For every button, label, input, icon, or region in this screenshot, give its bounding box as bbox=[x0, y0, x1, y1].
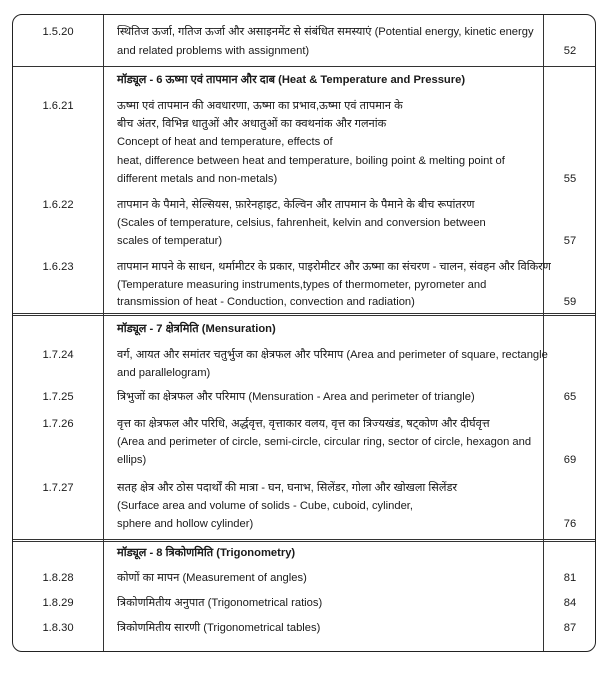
entry-line: and related problems with assignment) bbox=[117, 45, 310, 57]
entry-line: वर्ग, आयत और समांतर चतुर्भुज का क्षेत्रफल और परिमाप (Area and perimeter of square, rectangle bbox=[117, 349, 548, 361]
section-number: 1.8.30 bbox=[42, 622, 74, 634]
entry-line: (Area and perimeter of circle, semi-circle, circular ring, sector of circle, hexagon and bbox=[117, 436, 532, 448]
entry-line: तापमान मापने के साधन, थर्मामीटर के प्रकार, पाइरोमीटर और ऊष्मा का संचरण - चालन, संवहन और विकिरण bbox=[117, 261, 551, 273]
page-number: 52 bbox=[563, 45, 577, 57]
entry-line: स्थितिज ऊर्जा, गतिज ऊर्जा और असाइनमेंट से संबंधित समस्याएं (Potential energy, kinetic energy bbox=[117, 26, 534, 38]
entry-line: त्रिकोणमितीय अनुपात (Trigonometrical ratios) bbox=[117, 597, 323, 609]
page-number: 84 bbox=[563, 597, 577, 609]
entry-line: ऊष्मा एवं तापमान की अवधारणा, ऊष्मा का प्रभाव,ऊष्मा एवं तापमान के bbox=[117, 100, 403, 112]
entry-line: sphere and hollow cylinder) bbox=[117, 518, 254, 530]
page-number: 55 bbox=[563, 173, 577, 185]
section-number: 1.8.29 bbox=[42, 597, 74, 609]
entry-line: Concept of heat and temperature, effects of bbox=[117, 136, 333, 148]
entry-line: त्रिकोणमितीय सारणी (Trigonometrical tables) bbox=[117, 622, 321, 634]
entry-line: तापमान के पैमाने, सेल्सियस, फ़ारेनहाइट, केल्विन और तापमान के पैमाने के बीच रूपांतरण bbox=[117, 199, 475, 211]
section-number: 1.7.26 bbox=[42, 418, 74, 430]
page-number: 87 bbox=[563, 622, 577, 634]
row-divider bbox=[13, 66, 595, 67]
entry-line: and parallelogram) bbox=[117, 367, 211, 379]
page-number: 81 bbox=[563, 572, 577, 584]
section-number: 1.7.24 bbox=[42, 349, 74, 361]
module-divider bbox=[13, 313, 595, 316]
section-number: 1.7.27 bbox=[42, 482, 74, 494]
module-divider bbox=[13, 539, 595, 542]
module-heading: मॉड्यूल - 8 त्रिकोणमिति (Trigonometry) bbox=[117, 547, 296, 559]
module-heading: मॉड्यूल - 7 क्षेत्रमिति (Mensuration) bbox=[117, 323, 276, 335]
section-number: 1.5.20 bbox=[42, 26, 74, 38]
entry-line: ellips) bbox=[117, 454, 147, 466]
entry-line: वृत्त का क्षेत्रफल और परिधि, अर्द्धवृत्त, वृत्ताकार वलय, वृत्त का त्रिज्यखंड, षट्कोण और दीर्घवृत्त bbox=[117, 418, 490, 430]
column-divider bbox=[103, 15, 104, 651]
section-number: 1.6.22 bbox=[42, 199, 74, 211]
module-heading: मॉड्यूल - 6 ऊष्मा एवं तापमान और दाब (Heat & Temperature and Pressure) bbox=[117, 74, 466, 86]
section-number: 1.7.25 bbox=[42, 391, 74, 403]
entry-line: बीच अंतर, विभिन्न धातुओं और अधातुओं का क्वथनांक और गलनांक bbox=[117, 118, 387, 130]
page-number: 57 bbox=[563, 235, 577, 247]
entry-line: (Surface area and volume of solids - Cube, cuboid, cylinder, bbox=[117, 500, 414, 512]
entry-line: heat, difference between heat and temperature, boiling point & melting point of bbox=[117, 155, 505, 167]
entry-line: different metals and non-metals) bbox=[117, 173, 278, 185]
entry-line: त्रिभुजों का क्षेत्रफल और परिमाप (Mensuration - Area and perimeter of triangle) bbox=[117, 391, 475, 403]
toc-table bbox=[12, 14, 596, 652]
entry-line: transmission of heat - Conduction, convection and radiation) bbox=[117, 296, 415, 308]
section-number: 1.8.28 bbox=[42, 572, 74, 584]
page-number: 76 bbox=[563, 518, 577, 530]
section-number: 1.6.21 bbox=[42, 100, 74, 112]
entry-line: scales of temperatur) bbox=[117, 235, 223, 247]
page-number: 69 bbox=[563, 454, 577, 466]
entry-line: (Scales of temperature, celsius, fahrenheit, kelvin and conversion between bbox=[117, 217, 486, 229]
column-divider bbox=[543, 15, 544, 651]
entry-line: (Temperature measuring instruments,types of thermometer, pyrometer and bbox=[117, 279, 487, 291]
page-number: 65 bbox=[563, 391, 577, 403]
page-number: 59 bbox=[563, 296, 577, 308]
entry-line: सतह क्षेत्र और ठोस पदार्थों की मात्रा - घन, घनाभ, सिलेंडर, गोला और खोखला सिलेंडर bbox=[117, 482, 458, 494]
entry-line: कोणों का मापन (Measurement of angles) bbox=[117, 572, 307, 584]
section-number: 1.6.23 bbox=[42, 261, 74, 273]
